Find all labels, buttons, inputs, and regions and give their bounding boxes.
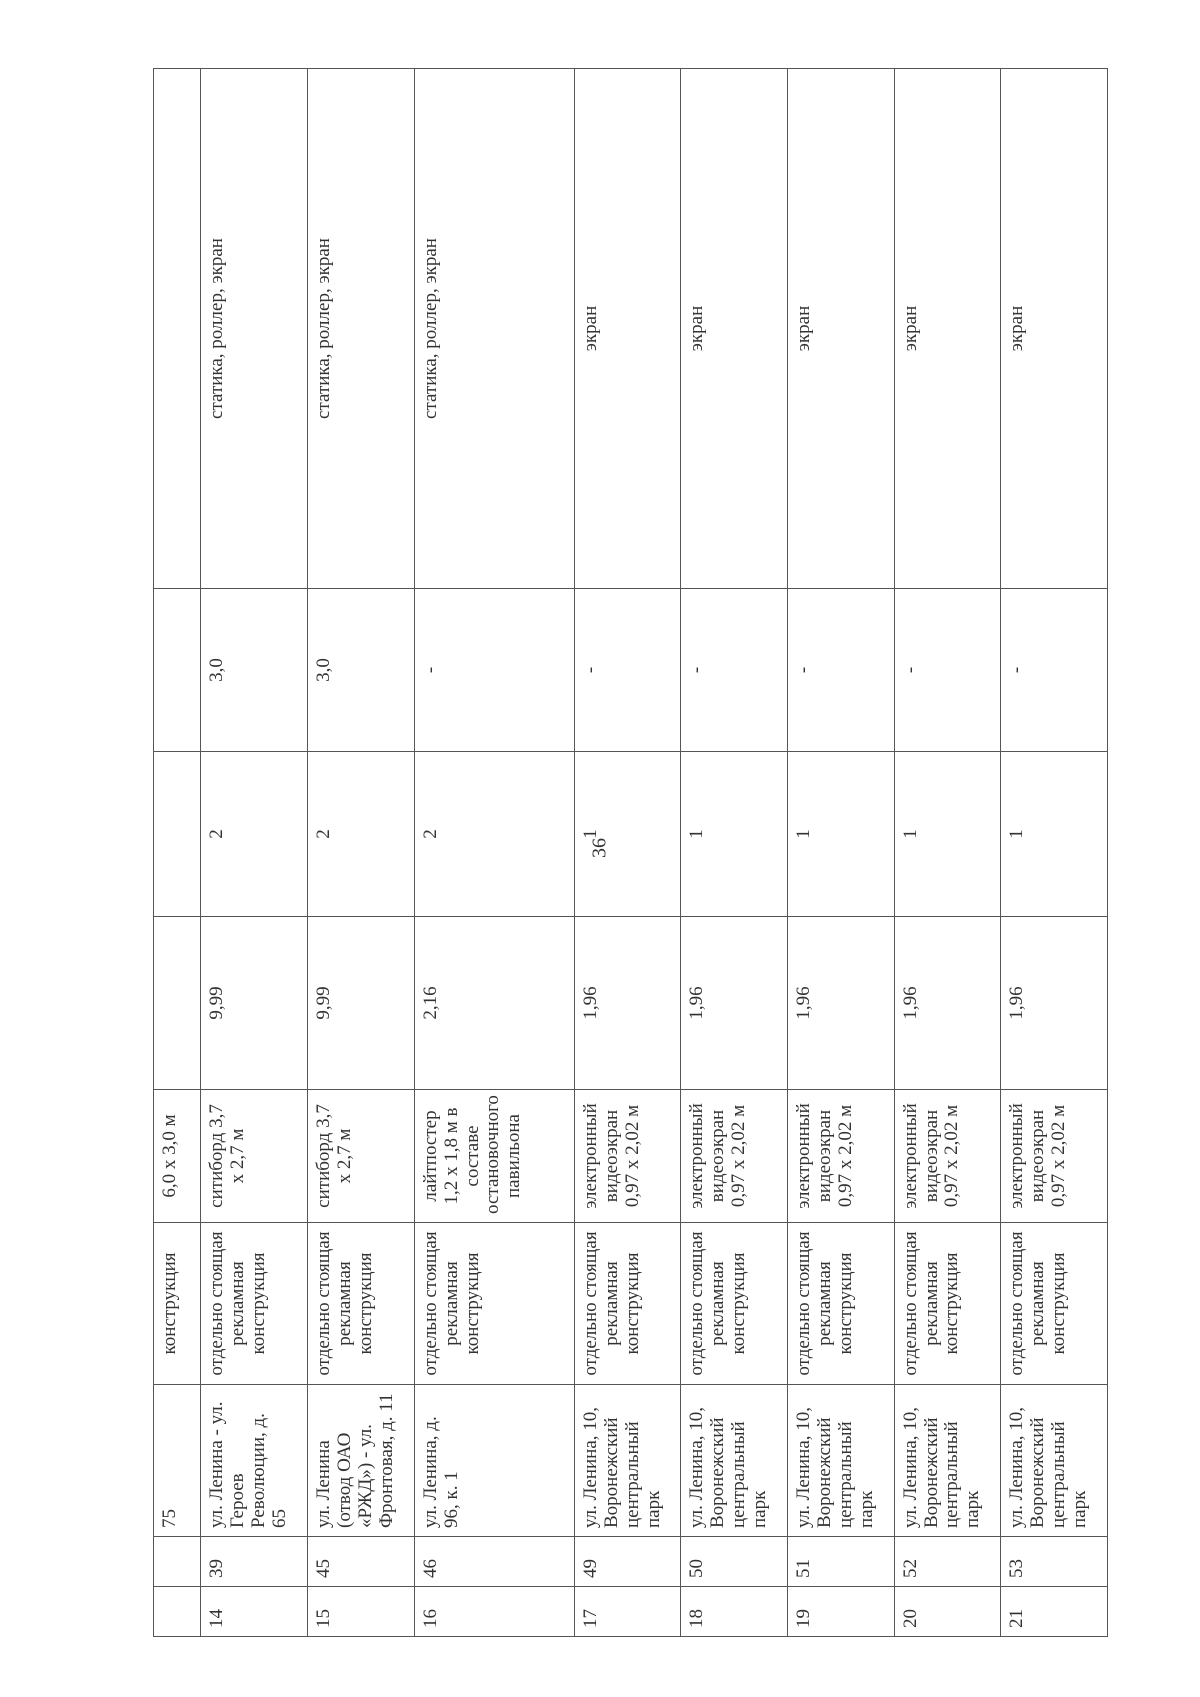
table-row (1001, 69, 1108, 1637)
cell-address: ул. Ленина - ул. Героев Революции, д. 65 (201, 1385, 308, 1537)
cell-display-type (154, 69, 201, 589)
advertising-table-rotated (153, 69, 1108, 1637)
cell-sides: 2 (201, 752, 308, 917)
cell-row-number: 21 (1001, 1587, 1108, 1637)
cell-object-number: 46 (414, 1537, 574, 1587)
page-number: 36 (588, 838, 611, 858)
cell-format: электронный видеоэкран 0,97 х 2,02 м (574, 1090, 681, 1223)
cell-row-number: 17 (574, 1587, 681, 1637)
cell-address: ул. Ленина, 10, Воронежский центральный парк (788, 1385, 895, 1537)
cell-construction-type: отдельно стоящая рекламная конструкция (894, 1223, 1001, 1385)
cell-object-number: 51 (788, 1537, 895, 1587)
cell-construction-type: отдельно стоящая рекламная конструкция (414, 1223, 574, 1385)
table-row (201, 69, 308, 1637)
cell-distance (154, 589, 201, 752)
cell-format: лайтпостер 1,2 х 1,8 м в составе остановочного павильона (414, 1090, 574, 1223)
cell-display-type: экран (894, 69, 1001, 589)
cell-address: ул. Ленина, 10, Воронежский центральный парк (1001, 1385, 1108, 1537)
cell-format: электронный видеоэкран 0,97 х 2,02 м (1001, 1090, 1108, 1223)
cell-row-number (154, 1587, 201, 1637)
cell-area: 9,99 (201, 917, 308, 1090)
cell-address: ул. Ленина, д. 96, к. 1 (414, 1385, 574, 1537)
cell-area: 1,96 (574, 917, 681, 1090)
cell-area: 2,16 (414, 917, 574, 1090)
cell-row-number: 14 (201, 1587, 308, 1637)
advertising-structures-table (153, 68, 1108, 1637)
cell-address: ул. Ленина, 10, Воронежский центральный парк (894, 1385, 1001, 1537)
cell-object-number: 50 (681, 1537, 788, 1587)
cell-address: ул. Ленина, 10, Воронежский центральный парк (574, 1385, 681, 1537)
cell-distance: - (681, 589, 788, 752)
cell-distance: 3,0 (201, 589, 308, 752)
cell-construction-type: отдельно стоящая рекламная конструкция (574, 1223, 681, 1385)
cell-row-number: 16 (414, 1587, 574, 1637)
table-row (788, 69, 895, 1637)
cell-display-type: экран (1001, 69, 1108, 589)
cell-row-number: 18 (681, 1587, 788, 1637)
cell-area: 1,96 (894, 917, 1001, 1090)
table-row (574, 69, 681, 1637)
cell-format: электронный видеоэкран 0,97 х 2,02 м (894, 1090, 1001, 1223)
cell-area: 1,96 (788, 917, 895, 1090)
cell-display-type: экран (788, 69, 895, 589)
cell-object-number: 39 (201, 1537, 308, 1587)
cell-construction-type: отдельно стоящая рекламная конструкция (788, 1223, 895, 1385)
table-body (154, 69, 1108, 1637)
cell-construction-type: отдельно стоящая рекламная конструкция (308, 1223, 415, 1385)
table-row (414, 69, 574, 1637)
cell-distance: - (1001, 589, 1108, 752)
table-row (308, 69, 415, 1637)
cell-construction-type: отдельно стоящая рекламная конструкция (201, 1223, 308, 1385)
cell-display-type: статика, роллер, экран (308, 69, 415, 589)
cell-sides: 1 (574, 752, 681, 917)
cell-distance: - (894, 589, 1001, 752)
cell-sides: 2 (308, 752, 415, 917)
cell-address: 75 (154, 1385, 201, 1537)
cell-distance: 3,0 (308, 589, 415, 752)
cell-distance: - (788, 589, 895, 752)
cell-address: ул. Ленина, 10, Воронежский центральный парк (681, 1385, 788, 1537)
table-row (681, 69, 788, 1637)
cell-object-number: 53 (1001, 1537, 1108, 1587)
cell-format: электронный видеоэкран 0,97 х 2,02 м (788, 1090, 895, 1223)
cell-format: электронный видеоэкран 0,97 х 2,02 м (681, 1090, 788, 1223)
cell-area (154, 917, 201, 1090)
cell-display-type: экран (681, 69, 788, 589)
cell-sides: 1 (894, 752, 1001, 917)
cell-sides: 1 (1001, 752, 1108, 917)
cell-address: ул. Ленина (отвод ОАО «РЖД») - ул. Фронтовая, д. 11 (308, 1385, 415, 1537)
cell-display-type: статика, роллер, экран (414, 69, 574, 589)
cell-area: 1,96 (1001, 917, 1108, 1090)
cell-sides: 1 (788, 752, 895, 917)
cell-area: 1,96 (681, 917, 788, 1090)
cell-object-number: 45 (308, 1537, 415, 1587)
cell-row-number: 15 (308, 1587, 415, 1637)
cell-area: 9,99 (308, 917, 415, 1090)
cell-distance: - (574, 589, 681, 752)
cell-object-number: 52 (894, 1537, 1001, 1587)
cell-distance: - (414, 589, 574, 752)
cell-row-number: 19 (788, 1587, 895, 1637)
table-row (894, 69, 1001, 1637)
cell-construction-type: отдельно стоящая рекламная конструкция (1001, 1223, 1108, 1385)
cell-construction-type: конструкция (154, 1223, 201, 1385)
cell-sides: 2 (414, 752, 574, 917)
table-row-continuation (154, 69, 201, 1637)
cell-construction-type: отдельно стоящая рекламная конструкция (681, 1223, 788, 1385)
cell-sides: 1 (681, 752, 788, 917)
cell-object-number: 49 (574, 1537, 681, 1587)
cell-object-number (154, 1537, 201, 1587)
cell-display-type: экран (574, 69, 681, 589)
cell-format: 6,0 х 3,0 м (154, 1090, 201, 1223)
cell-sides (154, 752, 201, 917)
cell-display-type: статика, роллер, экран (201, 69, 308, 589)
cell-format: ситиборд 3,7 х 2,7 м (308, 1090, 415, 1223)
cell-format: ситиборд 3,7 х 2,7 м (201, 1090, 308, 1223)
cell-row-number: 20 (894, 1587, 1001, 1637)
